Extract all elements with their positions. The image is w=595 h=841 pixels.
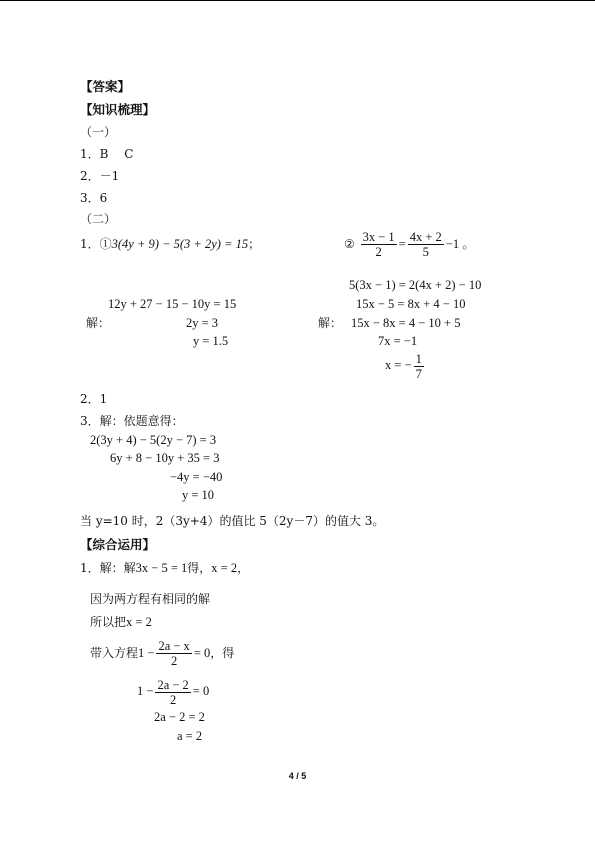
left-step-3: y = 1.5: [193, 334, 229, 348]
right-final-num: 1: [415, 351, 422, 366]
right-step-3: 15x − 8x = 4 − 10 + 5: [351, 316, 461, 330]
part2-label: （二）: [80, 212, 117, 226]
part1-label: （一）: [80, 125, 117, 139]
app-line4-pre: 1 −: [138, 646, 155, 660]
app-line4-post: = 0: [193, 646, 211, 660]
right-final-prefix: x = −: [385, 358, 412, 372]
eq2-rhs-den: 5: [408, 244, 444, 259]
eq2-rhs-num: 4x + 2: [409, 230, 442, 244]
app-q1-a: 1．解：解: [80, 561, 136, 575]
answer-heading: 【答案】: [80, 79, 131, 94]
app-line4-num: 2a − x: [158, 639, 190, 653]
right-step-4: 7x = −1: [378, 334, 418, 348]
p2-q1-semicolon: ；: [248, 237, 261, 251]
app-step1: [137, 675, 209, 707]
eq2-lhs-num: 3x − 1: [362, 230, 395, 244]
right-step-2: 15x − 5 = 8x + 4 − 10: [356, 297, 466, 311]
page-number: 4 / 5: [288, 771, 307, 781]
right-step-5: [385, 349, 426, 381]
app-step1-post: = 0: [192, 684, 210, 698]
q3-step-2: 6y + 8 − 10y + 35 = 3: [110, 451, 220, 465]
app-line3: [90, 614, 152, 630]
eq2-lhs-fraction: [361, 230, 397, 259]
right-jie-label: 解：: [318, 316, 343, 330]
eq2-lhs-den: 2: [361, 244, 397, 259]
knowledge-heading: 【知识梳理】: [80, 102, 156, 117]
p2-q1-equation1: 3(4y + 9) − 5(3 + 2y) = 15: [111, 237, 249, 251]
top-border: [0, 0, 595, 1]
q3-step-3: −4y = −40: [170, 470, 223, 484]
right-final-den: 7: [415, 366, 422, 381]
circle-2: ②: [344, 237, 355, 251]
app-line4-text: 带入方程: [90, 646, 139, 660]
app-line2: 因为两方程有相同的解: [90, 592, 211, 606]
part1-q2: 2．－1: [80, 169, 120, 183]
app-q1-b: 得，: [187, 561, 212, 575]
app-line3-eq: x = 2: [126, 615, 152, 629]
eq2-equals: =: [398, 237, 406, 251]
app-q1-equation: 3x − 5 = 1: [135, 561, 188, 575]
p2-q1-line: [80, 236, 260, 252]
p2-q2: 2．1: [80, 392, 108, 406]
app-step1-num: 2a − 2: [157, 677, 189, 692]
application-heading: 【综合运用】: [80, 537, 156, 552]
app-line4: [90, 637, 234, 669]
left-step-1: 12y + 27 − 15 − 10y = 15: [108, 297, 237, 311]
app-line4-tail: ，得: [210, 646, 235, 660]
part1-q1: 1．B C: [80, 147, 134, 161]
eq2-rhs-fraction: [408, 230, 444, 259]
app-step1-fraction: [155, 678, 190, 707]
eq2-tail: −1 。: [445, 237, 475, 251]
q3-step-4: y = 10: [182, 488, 215, 502]
left-jie-label: 解：: [86, 316, 111, 330]
app-q1-solution: x = 2: [211, 561, 238, 575]
app-step1-den: 2: [155, 692, 190, 707]
right-final-fraction: [414, 352, 424, 381]
app-step1-pre: 1 −: [137, 684, 154, 698]
right-step-1: 5(3x − 1) = 2(4x + 2) − 10: [349, 278, 482, 292]
app-line4-den: 2: [156, 653, 191, 668]
app-line4-fraction: [156, 639, 191, 668]
app-step3: a = 2: [177, 729, 203, 743]
p2-q1-equation2: [344, 229, 475, 259]
app-line3-text: 所以把: [90, 615, 127, 629]
app-q1-c: ，: [237, 561, 250, 575]
app-q1-line: [80, 560, 249, 576]
left-step-2: 2y = 3: [186, 316, 219, 330]
q3-conclusion: 当 y=10 时，2（3y+4）的值比 5（2y－7）的值大 3。: [80, 514, 385, 528]
p2-q3-intro: 3．解：依题意得：: [80, 414, 184, 428]
p2-q1-prefix: 1．①: [80, 237, 112, 251]
part1-q3: 3．6: [80, 191, 108, 205]
q3-step-1: 2(3y + 4) − 5(2y − 7) = 3: [90, 433, 217, 447]
app-step2: 2a − 2 = 2: [154, 710, 205, 724]
